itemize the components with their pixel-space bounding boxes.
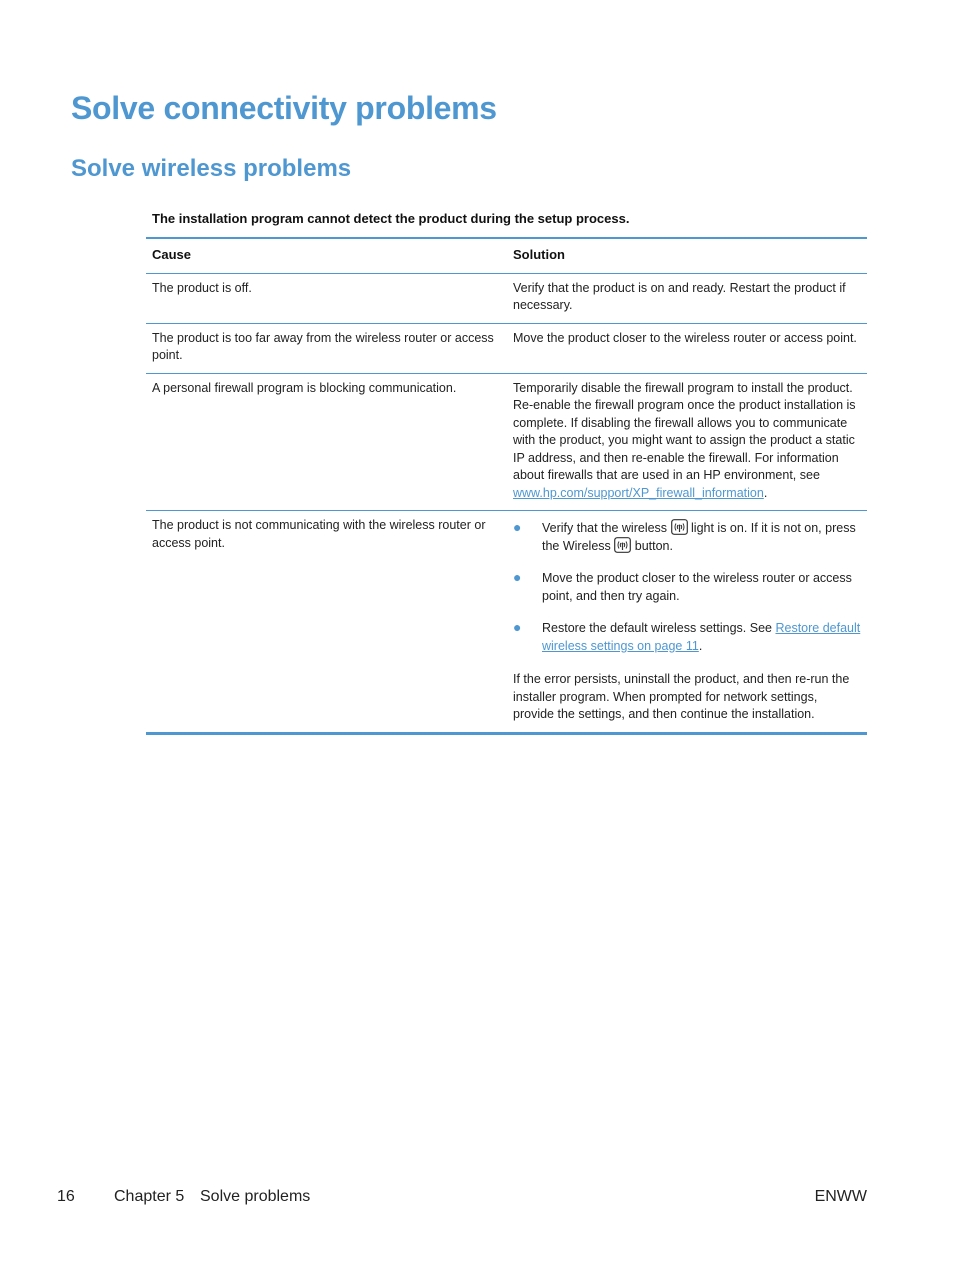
bullet-text: Verify that the wireless bbox=[542, 521, 668, 535]
table-row bbox=[146, 323, 867, 373]
table-title: The installation program cannot detect the product during the setup process. bbox=[152, 211, 630, 226]
bullet-text: light is on. If it is not on, press the Wireless bbox=[542, 521, 856, 553]
wireless-icon bbox=[671, 519, 688, 535]
troubleshooting-table bbox=[146, 237, 867, 735]
bullet-text: button. bbox=[634, 539, 673, 553]
solution-cell: Move the product closer to the wireless router or access point. bbox=[513, 330, 857, 345]
chapter-label: Chapter 5 bbox=[114, 1188, 185, 1205]
cause-cell: The product is off. bbox=[152, 280, 252, 295]
header-cause: Cause bbox=[152, 247, 192, 262]
list-item bbox=[513, 519, 861, 555]
header-solution: Solution bbox=[513, 247, 565, 262]
table-row bbox=[146, 273, 867, 323]
bullet-text: Move the product closer to the wireless router or access point, and then try again. bbox=[542, 571, 852, 603]
page-title: Solve connectivity problems bbox=[71, 90, 497, 126]
wireless-icon bbox=[614, 537, 631, 553]
table-header-row bbox=[146, 239, 867, 273]
bullet-icon: ● bbox=[513, 569, 522, 585]
cause-cell: The product is not communicating with the wireless router or access point. bbox=[152, 518, 486, 550]
cause-cell: A personal firewall program is blocking communication. bbox=[152, 380, 457, 395]
table-row bbox=[146, 373, 867, 511]
bullet-text: Restore the default wireless settings. See bbox=[542, 621, 776, 635]
additional-guidance: If the error persists, uninstall the product, and then re-run the installer program. When prompted for network settings, provide the settings, and then continue the installation. bbox=[513, 672, 850, 721]
list-item bbox=[513, 619, 861, 655]
bullet-icon: ● bbox=[513, 619, 522, 635]
cause-cell: The product is too far away from the wireless router or access point. bbox=[152, 330, 494, 362]
list-item bbox=[513, 569, 861, 605]
locale-code: ENWW bbox=[814, 1188, 867, 1205]
page-number: 16 bbox=[57, 1188, 75, 1205]
firewall-info-link[interactable]: www.hp.com/support/XP_firewall_information bbox=[513, 485, 764, 500]
punctuation: . bbox=[763, 485, 768, 500]
bullet-icon: ● bbox=[513, 519, 522, 535]
section-title: Solve wireless problems bbox=[71, 155, 352, 182]
restore-settings-link[interactable]: Restore default wireless settings on page 11 bbox=[542, 621, 861, 653]
solution-cell bbox=[507, 374, 867, 511]
solution-text: Temporarily disable the firewall program to install the product. Re-enable the firewall program once the product installation is complete. If disabling the firewall allows you to communicate with the product, you might want to assign the product a static IP address, and then re-enable the firewall. For information about firewalls that are used in an HP environment, see bbox=[513, 380, 856, 482]
punctuation: . bbox=[698, 639, 703, 653]
table-row bbox=[146, 510, 867, 732]
solution-cell bbox=[507, 511, 867, 732]
solution-list bbox=[513, 519, 861, 655]
chapter-title: Solve problems bbox=[200, 1188, 311, 1205]
solution-cell: Verify that the product is on and ready. Restart the product if necessary. bbox=[513, 280, 846, 312]
